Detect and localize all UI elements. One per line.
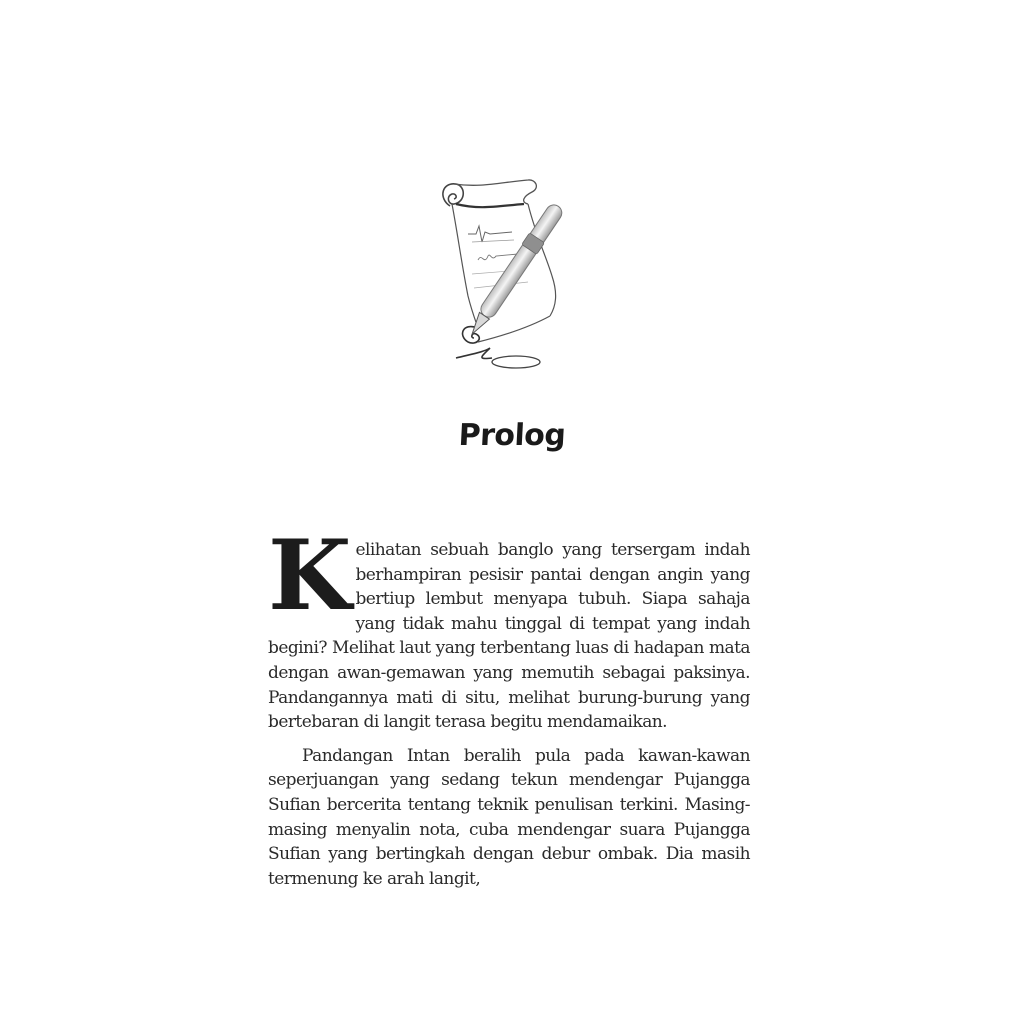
- drop-cap: K: [268, 519, 352, 632]
- paragraph-1: [268, 519, 750, 735]
- scroll-and-pen-icon: [432, 176, 572, 372]
- paragraph-1-text: elihatan sebuah banglo yang tersergam indah berhampiran pesisir pantai dengan angin yang bertiup lembut menyapa tubuh. Siapa sahaja yang tidak mahu tinggal di tempat yang indah begini? Melihat laut yang terbentang luas di hadapan mata dengan awan-gemawan yang memutih sebagai paksinya. Pandangannya mati di situ, melihat burung-burung yang bertebaran di langit terasa begitu mendamaikan.: [268, 540, 750, 733]
- chapter-title: Prolog: [457, 418, 567, 453]
- paragraph-2: Pandangan Intan beralih pula pada kawan-kawan seperjuangan yang sedang tekun mendengar Pujangga Sufian bercerita tentang teknik penulisan terkini. Masing-masing menyalin nota, cuba mendengar suara Pujangga Sufian yang bertingkah dengan debur ombak. Dia masih termenung ke arah langit,: [268, 745, 750, 889]
- chapter-body: [268, 519, 750, 891]
